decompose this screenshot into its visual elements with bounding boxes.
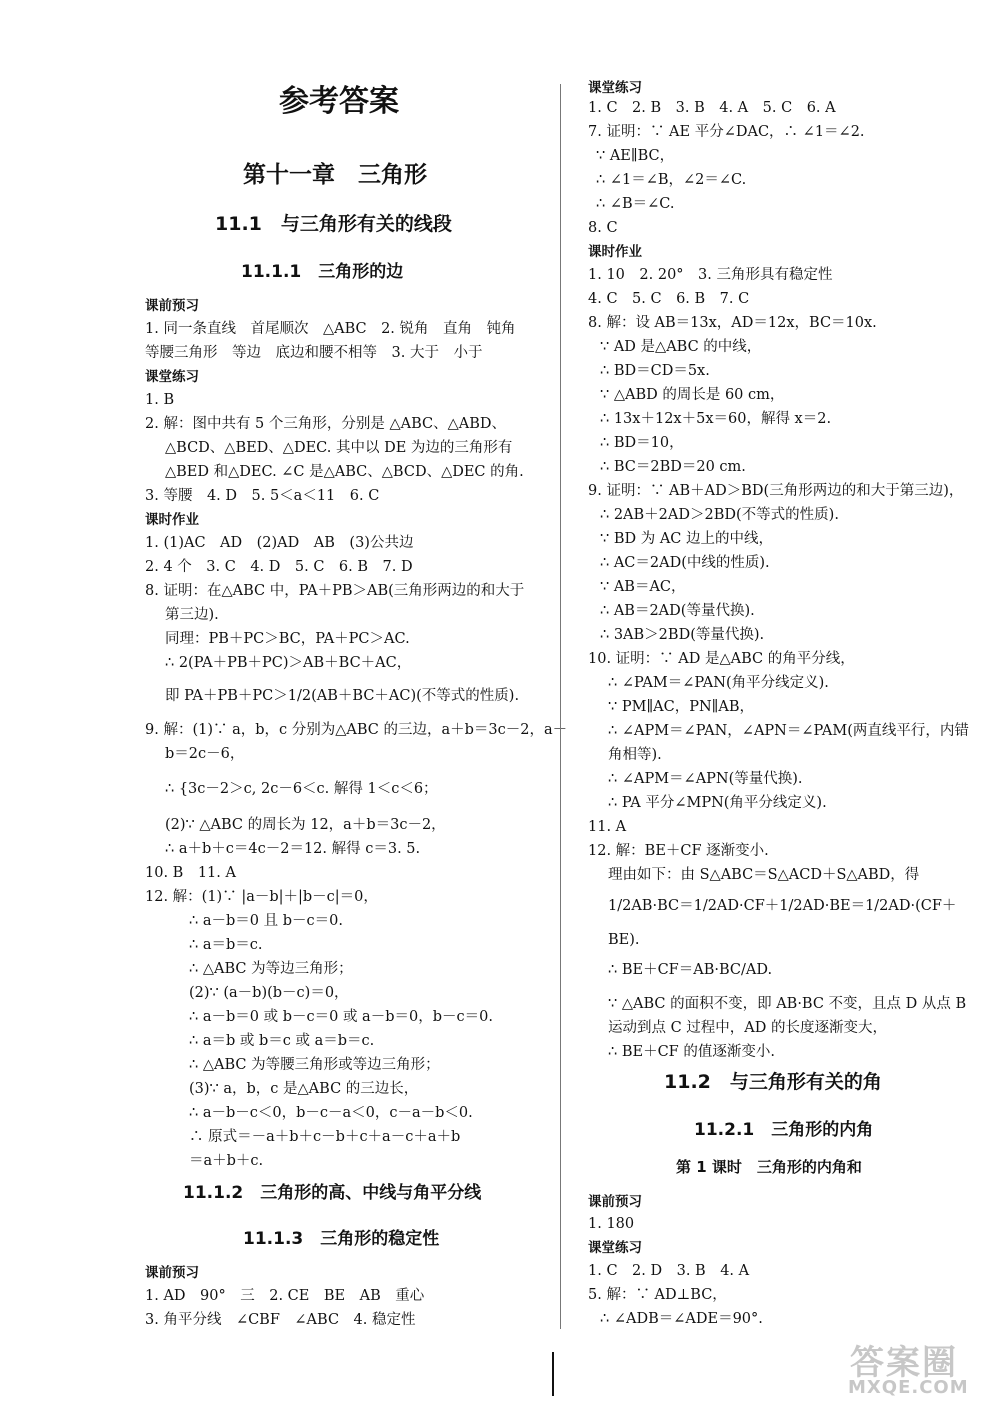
- text-line: 8. C: [588, 220, 618, 236]
- text-line: 8. 证明：在△ABC 中，PA＋PB＞AB(三角形两边的和大于: [145, 583, 525, 599]
- text-line: ∴ △ABC 为等腰三角形或等边三角形；: [189, 1057, 440, 1073]
- text-line: ∴ ∠B＝∠C.: [596, 196, 675, 212]
- label-preview: 课前预习: [145, 1265, 199, 1281]
- text-line: 3. 角平分线 ∠CBF ∠ABC 4. 稳定性: [145, 1312, 416, 1328]
- text-line: ∴ AB＝2AD(等量代换).: [600, 603, 755, 619]
- label-class-practice: 课堂练习: [145, 369, 199, 385]
- text-line: 7. 证明：∵ AE 平分∠DAC，∴ ∠1＝∠2.: [588, 124, 865, 140]
- text-line: ∴ BD＝10，: [600, 435, 684, 451]
- text-line: 1. 同一条直线 首尾顺次 △ABC 2. 锐角 直角 钝角: [145, 321, 516, 337]
- label-class-practice: 课堂练习: [588, 80, 642, 96]
- section-heading-11-2: 11.2 与三角形有关的角: [664, 1071, 882, 1093]
- subsection-heading-11-2-1: 11.2.1 三角形的内角: [694, 1120, 874, 1140]
- text-line: ∴ a－b＝0 且 b－c＝0.: [189, 913, 343, 929]
- text-line: 1. 180: [588, 1216, 635, 1232]
- text-line: 5. 解：∵ AD⊥BC，: [588, 1287, 727, 1303]
- text-line: ∴ BC＝2BD＝20 cm.: [600, 459, 746, 475]
- text-line: 10. 证明：∵ AD 是△ABC 的角平分线，: [588, 651, 855, 667]
- subsection-heading-11-1-3: 11.1.3 三角形的稳定性: [243, 1229, 440, 1249]
- text-line: 1. (1)AC AD (2)AD AB (3)公共边: [145, 535, 414, 551]
- label-homework: 课时作业: [588, 244, 642, 260]
- section-heading-11-1: 11.1 与三角形有关的线段: [215, 213, 452, 235]
- watermark-logo: [842, 1335, 982, 1405]
- text-line: ∴ a＝b＝c.: [189, 937, 263, 953]
- text-line: b＝2c－6，: [165, 746, 245, 762]
- text-line: 8. 解：设 AB＝13x，AD＝12x，BC＝10x.: [588, 315, 877, 331]
- subsection-heading-11-1-2: 11.1.2 三角形的高、中线与角平分线: [183, 1183, 482, 1203]
- text-line: 等腰三角形 等边 底边和腰不相等 3. 大于 小于: [145, 345, 483, 361]
- text-line: ∴ BE＋CF 的值逐渐变小.: [608, 1044, 775, 1060]
- text-line: ∴ 3AB＞2BD(等量代换).: [600, 627, 765, 643]
- text-line: ∵ PM∥AC，PN∥AB，: [608, 699, 754, 715]
- text-line: ∴ {3c－2＞c, 2c－6＜c. 解得 1＜c＜6；: [165, 781, 438, 797]
- text-line: ∴ 2(PA＋PB＋PC)＞AB＋BC＋AC，: [165, 655, 412, 671]
- text-line: 1. AD 90° 三 2. CE BE AB 重心: [145, 1288, 425, 1304]
- label-homework: 课时作业: [145, 512, 199, 528]
- chapter-heading: 第十一章 三角形: [243, 162, 427, 188]
- text-line: 即 PA＋PB＋PC＞1/2(AB＋BC＋AC)(不等式的性质).: [165, 688, 520, 704]
- text-line: 1/2AB·BC＝1/2AD·CF＋1/2AD·BE＝1/2AD·(CF＋: [608, 898, 957, 914]
- text-line: 1. B: [145, 392, 175, 408]
- text-line: 4. C 5. C 6. B 7. C: [588, 291, 750, 307]
- text-line: ∴ BD＝CD＝5x.: [600, 363, 710, 379]
- text-line: (2)∵ △ABC 的周长为 12，a＋b＝3c－2，: [165, 817, 446, 833]
- text-line: 11. A: [588, 819, 627, 835]
- text-line: 同理：PB＋PC＞BC，PA＋PC＞AC.: [165, 631, 410, 647]
- text-line: 12. 解：(1)∵ |a－b|＋|b－c|＝0，: [145, 889, 378, 905]
- text-line: ∴ a－b＝0 或 b－c＝0 或 a－b＝0，b－c＝0.: [189, 1009, 493, 1025]
- column-divider: [560, 84, 561, 1329]
- text-line: ∵ △ABC 的面积不变，即 AB·BC 不变，且点 D 从点 B: [608, 996, 967, 1012]
- text-line: ∴ AC＝2AD(中线的性质).: [600, 555, 770, 571]
- lesson-heading: 第 1 课时 三角形的内角和: [676, 1158, 862, 1176]
- text-line: (2)∵ (a－b)(b－c)＝0，: [189, 985, 349, 1001]
- watermark-top-text: 答案圈: [850, 1343, 958, 1383]
- text-line: ∴ ∠APM＝∠APN(等量代换).: [608, 771, 803, 787]
- text-line: ∴ △ABC 为等边三角形；: [189, 961, 353, 977]
- text-line: ∴ ∠PAM＝∠PAN(角平分线定义).: [608, 675, 829, 691]
- text-line: △BED 和△DEC. ∠C 是△ABC、△BCD、△DEC 的角.: [165, 464, 524, 480]
- text-line: 9. 解：(1)∵ a，b，c 分别为△ABC 的三边，a＋b＝3c－2，a－: [145, 722, 568, 738]
- text-line: ∵ AE∥BC，: [596, 148, 675, 164]
- text-line: ∴ ∠ADB＝∠ADE＝90°.: [600, 1311, 763, 1327]
- text-line: 2. 4 个 3. C 4. D 5. C 6. B 7. D: [145, 559, 413, 575]
- text-line: BE).: [608, 932, 640, 948]
- label-preview: 课前预习: [588, 1194, 642, 1210]
- text-line: ∴ ∠APM＝∠PAN，∠APN＝∠PAM(两直线平行，内错: [608, 723, 969, 739]
- text-line: 1. C 2. D 3. B 4. A: [588, 1263, 750, 1279]
- text-line: ∴ 13x＋12x＋5x＝60，解得 x＝2.: [600, 411, 832, 427]
- text-line: (3)∵ a，b，c 是△ABC 的三边长，: [189, 1081, 419, 1097]
- text-line: 运动到点 C 过程中，AD 的长度逐渐变大，: [608, 1020, 888, 1036]
- text-line: ∵ AB＝AC，: [600, 579, 686, 595]
- text-line: 角相等).: [608, 747, 662, 763]
- text-line: ∴ ∠1＝∠B，∠2＝∠C.: [596, 172, 747, 188]
- subsection-heading-11-1-1: 11.1.1 三角形的边: [241, 262, 404, 282]
- text-line: △BCD、△BED、△DEC. 其中以 DE 为边的三角形有: [165, 440, 513, 456]
- text-line: 10. B 11. A: [145, 865, 236, 881]
- page-edge-mark: [552, 1352, 562, 1396]
- text-line: ∵ △ABD 的周长是 60 cm，: [600, 387, 785, 403]
- text-line: ∴ a＝b 或 b＝c 或 a＝b＝c.: [189, 1033, 375, 1049]
- text-line: 第三边).: [165, 607, 219, 623]
- text-line: ∵ AD 是△ABC 的中线，: [600, 339, 762, 355]
- text-line: 2. 解：图中共有 5 个三角形，分别是 △ABC、△ABD、: [145, 416, 507, 432]
- label-preview: 课前预习: [145, 298, 199, 314]
- text-line: 理由如下：由 S△ABC＝S△ACD＋S△ABD，得: [608, 867, 920, 883]
- text-line: ∴ 原式＝－a＋b＋c－b＋c＋a－c＋a＋b: [189, 1129, 461, 1145]
- text-line: ∵ BD 为 AC 边上的中线，: [600, 531, 774, 547]
- text-line: ∴ 2AB＋2AD＞2BD(不等式的性质).: [600, 507, 839, 523]
- text-line: ∴ BE＋CF＝AB·BC/AD.: [608, 962, 773, 978]
- text-line: 1. 10 2. 20° 3. 三角形具有稳定性: [588, 267, 833, 283]
- text-line: ∴ PA 平分∠MPN(角平分线定义).: [608, 795, 827, 811]
- label-class-practice: 课堂练习: [588, 1240, 642, 1256]
- text-line: ＝a＋b＋c.: [189, 1153, 264, 1169]
- text-line: ∴ a＋b＋c＝4c－2＝12. 解得 c＝3. 5.: [165, 841, 421, 857]
- text-line: ∴ a－b－c＜0，b－c－a＜0，c－a－b＜0.: [189, 1105, 473, 1121]
- text-line: 3. 等腰 4. D 5. 5＜a＜11 6. C: [145, 488, 380, 504]
- text-line: 1. C 2. B 3. B 4. A 5. C 6. A: [588, 100, 836, 116]
- watermark-bottom-text: MXQE.COM: [848, 1377, 969, 1398]
- text-line: 12. 解：BE＋CF 逐渐变小.: [588, 843, 769, 859]
- page-title: 参考答案: [279, 84, 399, 119]
- text-line: 9. 证明：∵ AB＋AD＞BD(三角形两边的和大于第三边)，: [588, 483, 964, 499]
